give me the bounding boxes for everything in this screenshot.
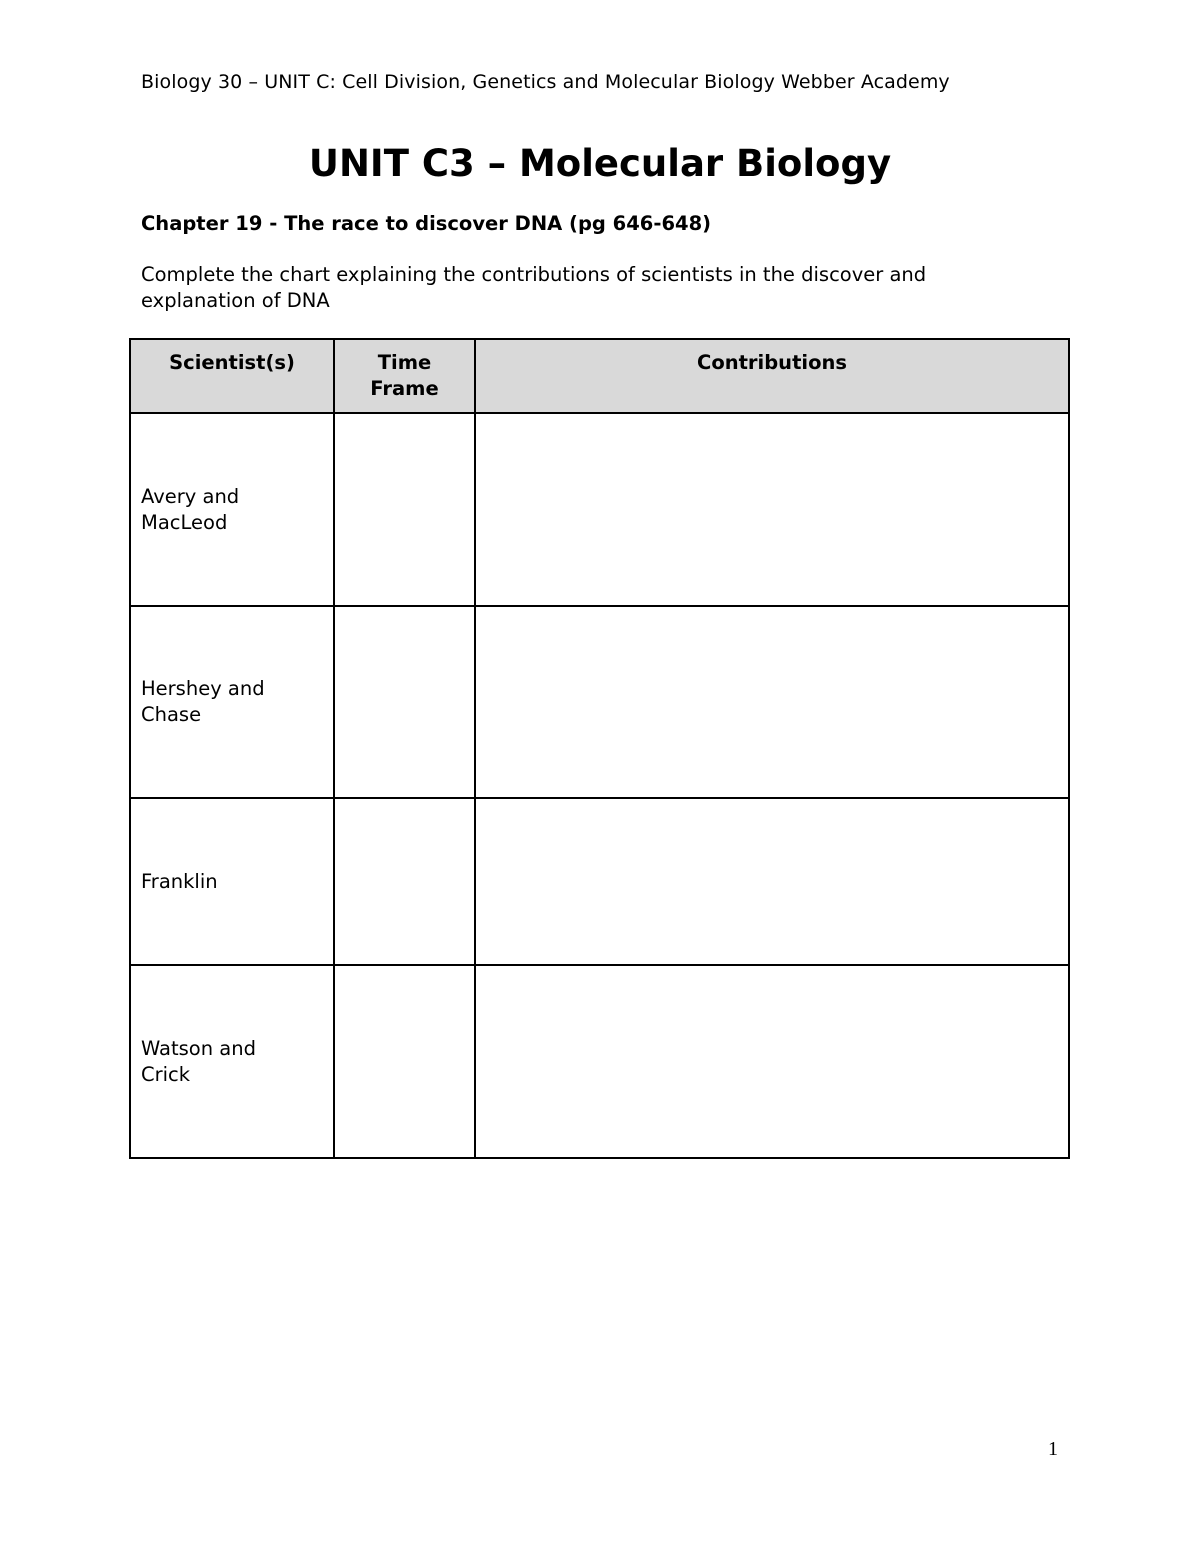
instructions-text: Complete the chart explaining the contributions of scientists in the discover and explanation of DNA: [141, 263, 927, 312]
contributions-cell[interactable]: [475, 798, 1069, 965]
scientist-name: Avery and MacLeod: [141, 484, 240, 534]
page-header: Biology 30 – UNIT C: Cell Division, Genetics and Molecular Biology Webber Academy: [141, 71, 950, 93]
table-row: [130, 798, 1069, 965]
time-frame-cell[interactable]: [334, 965, 475, 1158]
table-row: [130, 413, 1069, 606]
scientist-cell: [130, 606, 334, 798]
chapter-heading: Chapter 19 - The race to discover DNA (pg 646-648): [141, 212, 712, 235]
column-header-scientists: Scientist(s): [130, 339, 334, 413]
scientist-name: Watson and Crick: [141, 1036, 256, 1086]
contributions-cell[interactable]: [475, 413, 1069, 606]
contributions-cell[interactable]: [475, 606, 1069, 798]
scientist-name: Hershey and Chase: [141, 677, 265, 726]
time-frame-cell[interactable]: [334, 606, 475, 798]
table-row: [130, 965, 1069, 1158]
scientist-cell: [130, 965, 334, 1158]
scientist-cell: [130, 413, 334, 606]
time-frame-cell[interactable]: [334, 798, 475, 965]
scientists-chart-table: [129, 338, 1070, 1159]
page-title: UNIT C3 – Molecular Biology: [308, 142, 892, 185]
column-header-time-frame-label: Time Frame: [370, 351, 439, 400]
table-row: [130, 606, 1069, 798]
column-header-contributions: Contributions: [475, 339, 1069, 413]
scientist-name: Franklin: [141, 869, 218, 893]
scientist-cell: [130, 798, 334, 965]
table-header-row: [130, 339, 1069, 413]
page-number: 1: [1048, 1438, 1058, 1460]
column-header-time-frame: [334, 339, 475, 413]
time-frame-cell[interactable]: [334, 413, 475, 606]
contributions-cell[interactable]: [475, 965, 1069, 1158]
